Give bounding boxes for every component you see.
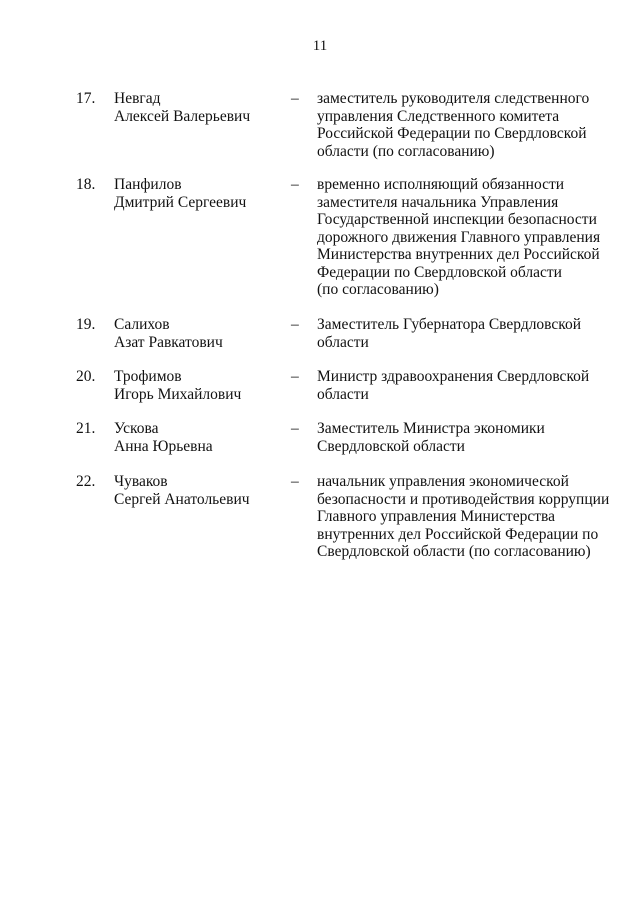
dash-separator: – [291,368,299,385]
description-line: Заместитель Министра экономики [317,420,545,437]
dash-separator: – [291,473,299,490]
description-line: Государственной инспекции безопасности [317,211,597,228]
person-given-name: Дмитрий Сергеевич [114,193,247,211]
description-line: области [317,385,369,403]
dash-separator: – [291,316,299,333]
position-description [317,90,617,160]
description-line: области (по согласованию) [317,142,495,160]
entry-number: 17. [76,90,96,107]
position-description [317,420,617,455]
description-line: Свердловской области (по согласованию) [317,543,591,560]
description-line: Министр здравоохранения Свердловской [317,368,590,385]
entry-number: 18. [76,176,96,193]
position-description [317,473,617,561]
description-line: Заместитель Губернатора Свердловской [317,316,582,333]
person-surname: Ускова [114,420,159,437]
description-line: внутренних дел Российской Федерации по [317,525,599,543]
description-line: временно исполняющий обязанности [317,176,565,193]
person-surname: Невгад [114,90,161,107]
description-line: Свердловской области [317,437,465,455]
page-number: 11 [312,38,328,54]
entry-number: 22. [76,473,96,490]
person-surname: Панфилов [114,176,182,193]
person-surname: Трофимов [114,368,182,385]
person-given-name: Сергей Анатольевич [114,490,250,508]
person-given-name: Анна Юрьевна [114,437,213,455]
person-given-name: Алексей Валерьевич [114,107,251,125]
person-name [114,473,284,508]
dash-separator: – [291,176,299,193]
description-line: безопасности и противодействия коррупции [317,490,610,508]
person-name [114,90,284,125]
position-description [317,368,617,403]
person-name [114,316,284,351]
entry-number: 20. [76,368,96,385]
description-line: Министерства внутренних дел Российской [317,246,600,263]
person-given-name: Игорь Михайлович [114,385,242,403]
entry-number: 21. [76,420,96,437]
person-surname: Салихов [114,316,170,333]
description-line: (по согласованию) [317,281,439,298]
description-line: Российской Федерации по Свердловской [317,125,587,142]
description-line: Главного управления Министерства [317,508,555,525]
description-line: Федерации по Свердловской области [317,263,562,281]
description-line: заместитель руководителя следственного [317,90,590,107]
description-line: начальник управления экономической [317,473,569,490]
person-given-name: Азат Равкатович [114,333,223,351]
description-line: дорожного движения Главного управления [317,228,601,246]
person-name [114,420,284,455]
person-name [114,368,284,403]
position-description [317,176,617,299]
description-line: управления Следственного комитета [317,107,560,125]
entry-number: 19. [76,316,96,333]
description-line: области [317,333,369,351]
position-description [317,316,617,351]
dash-separator: – [291,420,299,437]
person-name [114,176,284,211]
description-line: заместителя начальника Управления [317,193,559,211]
person-surname: Чуваков [114,473,168,490]
dash-separator: – [291,90,299,107]
